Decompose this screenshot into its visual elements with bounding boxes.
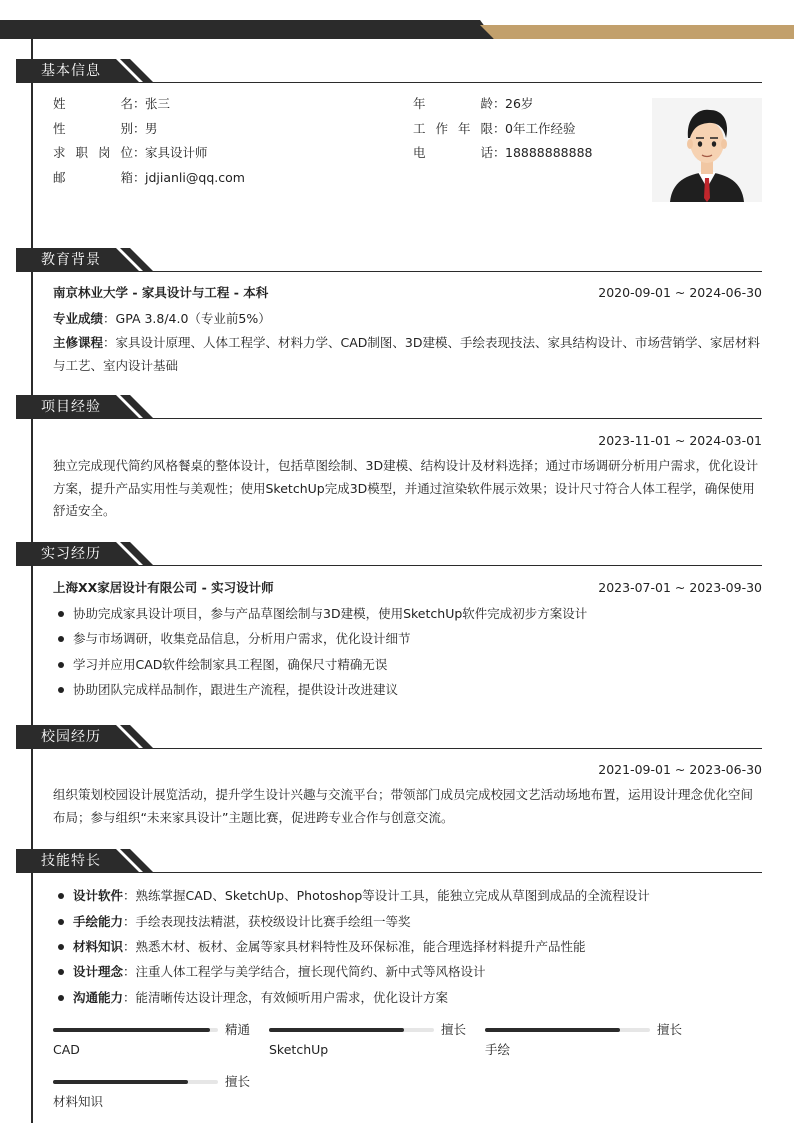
info-colon: ： (133, 96, 146, 111)
campus-description: 组织策划校园设计展览活动，提升学生设计兴趣与交流平台；带领部门成员完成校园文艺活动场地布置，运用设计理念优化空间布局；参与组织“未来家具设计”主题比赛，促进跨专业合作与创意交流。 (53, 787, 754, 825)
skill-bar (485, 1021, 685, 1065)
info-colon: ： (493, 145, 506, 160)
info-label: 工作年限 (413, 121, 493, 136)
education-courses (53, 332, 762, 377)
skill-level: 擅长 (225, 1074, 251, 1089)
section-header (16, 542, 762, 566)
info-age (413, 95, 533, 113)
section-header (16, 59, 762, 83)
skills-body (53, 887, 762, 1117)
skill-text: ：注重人体工程学与美学结合，擅长现代简约、新中式等风格设计 (123, 964, 486, 979)
section-title: 基本信息 (41, 63, 101, 79)
info-label: 求职岗位 (53, 145, 133, 160)
education-date: 2020-09-01 ~ 2024-06-30 (598, 285, 762, 300)
internship-body (53, 579, 762, 704)
project-date: 2023-11-01 ~ 2024-03-01 (598, 433, 762, 448)
internship-company: 上海XX家居设计有限公司 - 实习设计师 (53, 580, 274, 595)
skill-track (53, 1080, 218, 1084)
skill-text: ：手绘表现技法精湛，获校级设计比赛手绘组一等奖 (123, 914, 411, 929)
skill-label: 设计理念 (73, 964, 124, 979)
campus-date: 2021-09-01 ~ 2023-06-30 (598, 762, 762, 777)
skill-fill (269, 1028, 404, 1032)
info-colon: ： (493, 121, 506, 136)
list-item (53, 963, 486, 981)
info-value: 26岁 (505, 96, 534, 111)
info-colon: ： (133, 170, 146, 185)
section-title: 项目经验 (41, 399, 101, 415)
info-value: 张三 (145, 96, 171, 111)
skill-text: ：熟练掌握CAD、SketchUp、Photoshop等设计工具，能独立完成从草图到成品的全流程设计 (123, 888, 650, 903)
info-colon: ： (133, 121, 146, 136)
info-label: 电话 (413, 145, 493, 160)
info-value: 0年工作经验 (505, 121, 576, 136)
list-item: 协助完成家具设计项目，参与产品草图绘制与3D建模，使用SketchUp软件完成初步方案设计 (53, 605, 587, 623)
skill-label: 沟通能力 (73, 990, 124, 1005)
info-value: 18888888888 (505, 145, 593, 160)
skill-label: 设计软件 (73, 888, 124, 903)
skill-bar (269, 1021, 469, 1065)
info-label: 年龄 (413, 96, 493, 111)
skill-track (53, 1028, 218, 1032)
list-item: 参与市场调研，收集竞品信息，分析用户需求，优化设计细节 (53, 630, 411, 648)
avatar (652, 98, 762, 202)
info-label: 性别 (53, 121, 133, 136)
section-header (16, 849, 762, 873)
section-title: 教育背景 (41, 252, 101, 268)
info-label: 姓名 (53, 96, 133, 111)
skill-name: 材料知识 (53, 1094, 104, 1109)
internship-date: 2023-07-01 ~ 2023-09-30 (598, 580, 762, 595)
list-item: 学习并应用CAD软件绘制家具工程图，确保尺寸精确无误 (53, 656, 387, 674)
skill-label: 手绘能力 (73, 914, 124, 929)
skill-name: CAD (53, 1042, 80, 1057)
courses-label: 主修课程 (53, 335, 104, 350)
section-title: 技能特长 (41, 853, 101, 869)
skill-level: 精通 (225, 1022, 251, 1037)
skill-level: 擅长 (657, 1022, 683, 1037)
section-title: 校园经历 (41, 729, 101, 745)
skill-name: SketchUp (269, 1042, 329, 1057)
education-gpa (53, 310, 271, 328)
info-value: 男 (145, 121, 158, 136)
skill-bar (53, 1073, 253, 1117)
section-skills (16, 849, 762, 873)
section-campus (16, 725, 762, 749)
section-basic-info (16, 59, 762, 83)
info-name (53, 95, 170, 113)
info-colon: ： (133, 145, 146, 160)
list-item: 协助团队完成样品制作，跟进生产流程，提供设计改进建议 (53, 681, 398, 699)
skill-level: 擅长 (441, 1022, 467, 1037)
skill-bar (53, 1021, 253, 1065)
gpa-value: ：GPA 3.8/4.0（专业前5%） (103, 311, 271, 326)
info-gender (53, 120, 158, 138)
info-value: jdjianli@qq.com (145, 170, 245, 185)
section-education (16, 248, 762, 272)
info-email (53, 169, 245, 187)
info-value: 家具设计师 (145, 145, 208, 160)
project-body (53, 432, 762, 524)
list-item (53, 989, 448, 1007)
skill-label: 材料知识 (73, 939, 124, 954)
skill-track (485, 1028, 650, 1032)
skill-text: ：熟悉木材、板材、金属等家具材料特性及环保标准，能合理选择材料提升产品性能 (123, 939, 586, 954)
skill-name: 手绘 (485, 1042, 511, 1057)
section-header (16, 248, 762, 272)
project-description: 独立完成现代简约风格餐桌的整体设计，包括草图绘制、3D建模、结构设计及材料选择；通过市场调研分析用户需求，优化设计方案，提升产品实用性与美观性；使用SketchUp完成3D模型，并通过渲染软件展示效果；设计尺寸符合人体工程学，确保使用舒适安全。 (53, 458, 759, 518)
info-phone (413, 144, 592, 162)
basic-info-grid (53, 95, 653, 195)
list-item (53, 887, 650, 905)
skill-text: ：能清晰传达设计理念，有效倾听用户需求，优化设计方案 (123, 990, 449, 1005)
section-header (16, 395, 762, 419)
list-item (53, 938, 586, 956)
education-body (53, 284, 762, 374)
info-colon: ： (493, 96, 506, 111)
section-title: 实习经历 (41, 546, 101, 562)
section-header (16, 725, 762, 749)
info-label: 邮箱 (53, 170, 133, 185)
gpa-label: 专业成绩 (53, 311, 104, 326)
top-decor-bar (0, 20, 794, 39)
courses-value: ：家具设计原理、人体工程学、材料力学、CAD制图、3D建模、手绘表现技法、家具结构设计、市场营销学、家居材料与工艺、室内设计基础 (53, 335, 761, 373)
section-project (16, 395, 762, 419)
info-job (53, 144, 208, 162)
list-item (53, 913, 411, 931)
left-rule (31, 39, 33, 1123)
education-school: 南京林业大学 - 家具设计与工程 - 本科 (53, 285, 269, 300)
skill-fill (53, 1080, 188, 1084)
skill-track (269, 1028, 434, 1032)
skill-fill (485, 1028, 620, 1032)
skill-fill (53, 1028, 210, 1032)
info-experience (413, 120, 575, 138)
section-internship (16, 542, 762, 566)
campus-body (53, 761, 762, 831)
